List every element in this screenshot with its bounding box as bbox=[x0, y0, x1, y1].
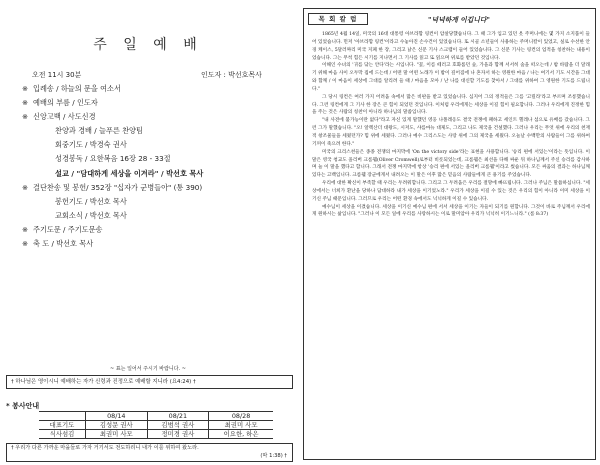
column-paragraph: 이해인 수녀의 '귀를 닦는 안다'라는 시입니다. "꽃, 이름 떼러고 호화롭던 숲, 가을과 함께 서서히 숲을 떠오는데 / 밤 바람을 더 달래기 위해 마음 사이 오두막 집에 드는데 / 어떤 말 어떤 노래가 이 밤이 깊어짐에 나 혼자서 하는 영원한 마음 / 나는 여기서 기도 시간을 그대와 함께 / 이 마음이 세상에 그대를 알리려 들 때 / 마음을 모아 / 난 나를 대신할 기도를 찾아서 / 그대를 위하여 그 영원한 기도를 드립니다." bbox=[312, 63, 590, 92]
order-item-marker: ※ bbox=[22, 239, 29, 249]
order-item-marker: ※ bbox=[22, 182, 29, 192]
order-item bbox=[22, 181, 292, 195]
order-item bbox=[22, 195, 292, 209]
order-item-label: 회중기도 / 박경숙 권사 bbox=[55, 140, 127, 150]
column-paragraph: "내 사전에 불가능이란 없다"라고 자신 있게 말했던 영웅 나폴레옹도 결국 전쟁에 패하고 세인트 헬레나 섬으로 유배를 갔습니다. 그런 그가 말했습니다. "오! 알렉산더 대왕도, 시저도, 샤를마뉴 대제도, 그리고 나도 제국을 건설했다. 그러나 우리는 무엇 위에 우리의 천재적 창조물들을 세웠던가? 힘 위에 세웠다. 그러나 예수 그리스도는 사랑 위에 그의 제국을 세웠다. 오늘날 수백만의 사람들이 그를 위하여 기꺼이 죽으려 한다." bbox=[312, 118, 590, 147]
table-header-cell: 08/28 bbox=[209, 412, 273, 421]
table-row bbox=[39, 430, 273, 439]
order-item bbox=[22, 96, 292, 110]
table-row bbox=[39, 421, 273, 430]
column-body bbox=[312, 31, 590, 219]
footer-text: † 우리가 다른 가까운 마을들로 가자 거기서도 전도하리니 내가 이를 위하여 왔노라. bbox=[11, 445, 199, 451]
table-cell: 대표기도 bbox=[39, 421, 86, 430]
order-item-marker: ※ bbox=[22, 84, 29, 93]
table-cell: 김범석 권사 bbox=[147, 421, 209, 430]
order-item-label: 축 도 / 박선호 목사 bbox=[33, 239, 94, 249]
table-header-cell: 08/21 bbox=[147, 412, 209, 421]
service-time: 오전 11시 30분 bbox=[32, 71, 82, 79]
column-paragraph: 우리에 대한 확신이 부족할 때 우리는 두려워합니다. 그리고 그 두려움은 우리를 절망에 빠뜨립니다. 그러나 주님은 말씀하십니다. "세상에서는 너희가 환난을 당하나 담대하라 내가 세상을 이기었노라." 우리가 세상을 이길 수 있는 것은 우리의 힘이 아니라 이미 세상을 이기신 주님 때문입니다. 그러므로 우리는 어떤 환경 속에서도 넉넉하게 이길 수 있습니다. bbox=[312, 181, 590, 202]
order-item bbox=[22, 124, 292, 138]
order-item-label: 설교 / "담대하게 세상을 이겨라" / 박선호 목사 bbox=[55, 168, 204, 178]
pastor-column bbox=[303, 8, 596, 460]
column-tag: 목 회 칼 럼 bbox=[308, 13, 368, 25]
order-item bbox=[22, 223, 292, 237]
worship-order-panel bbox=[0, 0, 296, 465]
order-item-label: 신앙고백 / 사도신경 bbox=[33, 112, 96, 122]
service-leader: 인도자 : 박선호목사 bbox=[201, 71, 262, 79]
order-item bbox=[22, 167, 292, 181]
order-item bbox=[22, 237, 292, 251]
footer-reference: (막 1:38) † bbox=[260, 453, 287, 459]
table-cell: 김성문 권사 bbox=[86, 421, 148, 430]
order-item bbox=[22, 138, 292, 152]
order-item-label: 교회소식 / 박선호 목사 bbox=[55, 210, 127, 220]
column-paragraph: 미국의 크리스천들은 종종 전쟁의 마지막에 'On the victory side'라는 표현을 사용합니다. '승리 편에 서있는'이라는 뜻입니다. 이 말은 영국 청교도 올리버 크롬웰(Oliver Cromwell)로부터 비롯되었는데, 크롬웰은 최선을 다해 싸운 뒤 하나님께서 주신 승리를 감사하며 늘 이 말을 했다고 합니다. 그래서 전쟁 마지막에 항상 '승리 편에 서있는 올리버 크롬웰'이라고 썼습니다. 모든 싸움의 결과는 하나님께 있다는 고백입니다. 크롬웰 장군에게서 내려오는 이 말은 이후 많은 믿음의 사람들에게 큰 용기를 주었습니다. bbox=[312, 149, 590, 179]
table-cell: 식사섬김 bbox=[39, 430, 86, 439]
order-item-label: 예배의 부름 / 인도자 bbox=[33, 98, 98, 108]
page-title: 주 일 예 배 bbox=[93, 37, 203, 53]
table-header-cell bbox=[39, 412, 86, 421]
column-paragraph: 1865년 4월 14일, 미국의 16대 대통령 아브라함 링컨이 암살당했습니다. 그 때 그가 입고 있던 옷 주머니에는 몇 가지 소지품이 들어 있었습니다. 먼저 '아브라함 링컨'이라고 수놓아진 손수건이 있었습니다. 또 시골 소년들이 사용하는 주머니칼이 있었고, 실로 수선한 안경 케이스, 5달러짜리 미국 지폐 한 장, 그리고 낡은 신문 기사 스크랩이 들어 있었습니다. 그 신문 기사는 링컨의 업적을 칭찬하는 내용이었습니다. 그는 무척 힘든 시기를 지나면서 그 기사를 읽고 또 읽으며 위로를 받았던 것입니다. bbox=[312, 32, 590, 61]
order-item-label: 결단찬송 및 봉헌/ 352장 "십자가 군병들아" (통 390) bbox=[33, 182, 203, 192]
table-cell: 최권미 사모 bbox=[209, 421, 273, 430]
order-item-marker: ※ bbox=[22, 112, 29, 122]
order-item-label: 봉헌기도 / 박선호 목사 bbox=[55, 196, 127, 206]
order-list bbox=[22, 82, 292, 251]
order-item bbox=[22, 82, 292, 96]
scripture-verse: † 하나님은 영이시니 예배하는 자가 신령과 진정으로 예배할 지니라 (요4:24) † bbox=[6, 375, 293, 389]
column-title: "넉넉하게 이깁니다" bbox=[428, 16, 490, 24]
order-item-label: 입례송 / 하늘의 문을 여소서 bbox=[33, 84, 121, 93]
stand-note: ~ 표는 일어서 주시기 바랍니다. ~ bbox=[110, 366, 186, 372]
footer-verse bbox=[6, 443, 293, 462]
table-cell: 이요한, 하은 bbox=[209, 430, 273, 439]
column-paragraph: 그 당시 링컨은 여러 가지 어려움 속에서 많은 비판을 받고 있었습니다. 심지어 그의 정적들은 그를 '고릴라'라고 부르며 조롱했습니다. 그런 링컨에게 그 기사 한 장은 큰 힘이 되었던 것입니다. 이처럼 우리에게는 세상을 이길 힘이 필요합니다. 그러나 우리에게 진정한 힘을 주는 것은 사람의 칭찬이 아니라 하나님의 말씀입니다. bbox=[312, 94, 590, 116]
order-item-marker: ※ bbox=[22, 98, 29, 108]
service-table bbox=[39, 411, 273, 439]
order-item bbox=[22, 110, 292, 124]
order-item-marker: ※ bbox=[22, 224, 29, 234]
order-item-label: 성경봉독 / 요한복음 16장 28 - 33절 bbox=[55, 154, 171, 164]
table-header-cell: 08/14 bbox=[86, 412, 148, 421]
table-header-row bbox=[39, 412, 273, 421]
table-cell: 최권미 사모 bbox=[86, 430, 148, 439]
order-item-label: 주기도문 / 주기도문송 bbox=[33, 224, 103, 234]
order-item bbox=[22, 209, 292, 223]
table-cell: 정미경 권사 bbox=[147, 430, 209, 439]
column-paragraph: 예수님이 세상을 이겼습니다. 세상을 이기신 예수님 편에 서서 세상을 이기는 자들이 되기를 원합니다. 그것이 바로 주님께서 우리에게 원하시는 삶입니다. "그러나 이 모든 일에 우리를 사랑하시는 이로 말미암아 우리가 넉넉히 이기느니라." (롬 8:37) bbox=[312, 204, 590, 218]
order-item-label: 찬양과 경배 / 늘푸른 찬양팀 bbox=[55, 126, 143, 136]
service-guide-title: * 봉사안내 bbox=[6, 402, 40, 410]
order-item bbox=[22, 152, 292, 166]
